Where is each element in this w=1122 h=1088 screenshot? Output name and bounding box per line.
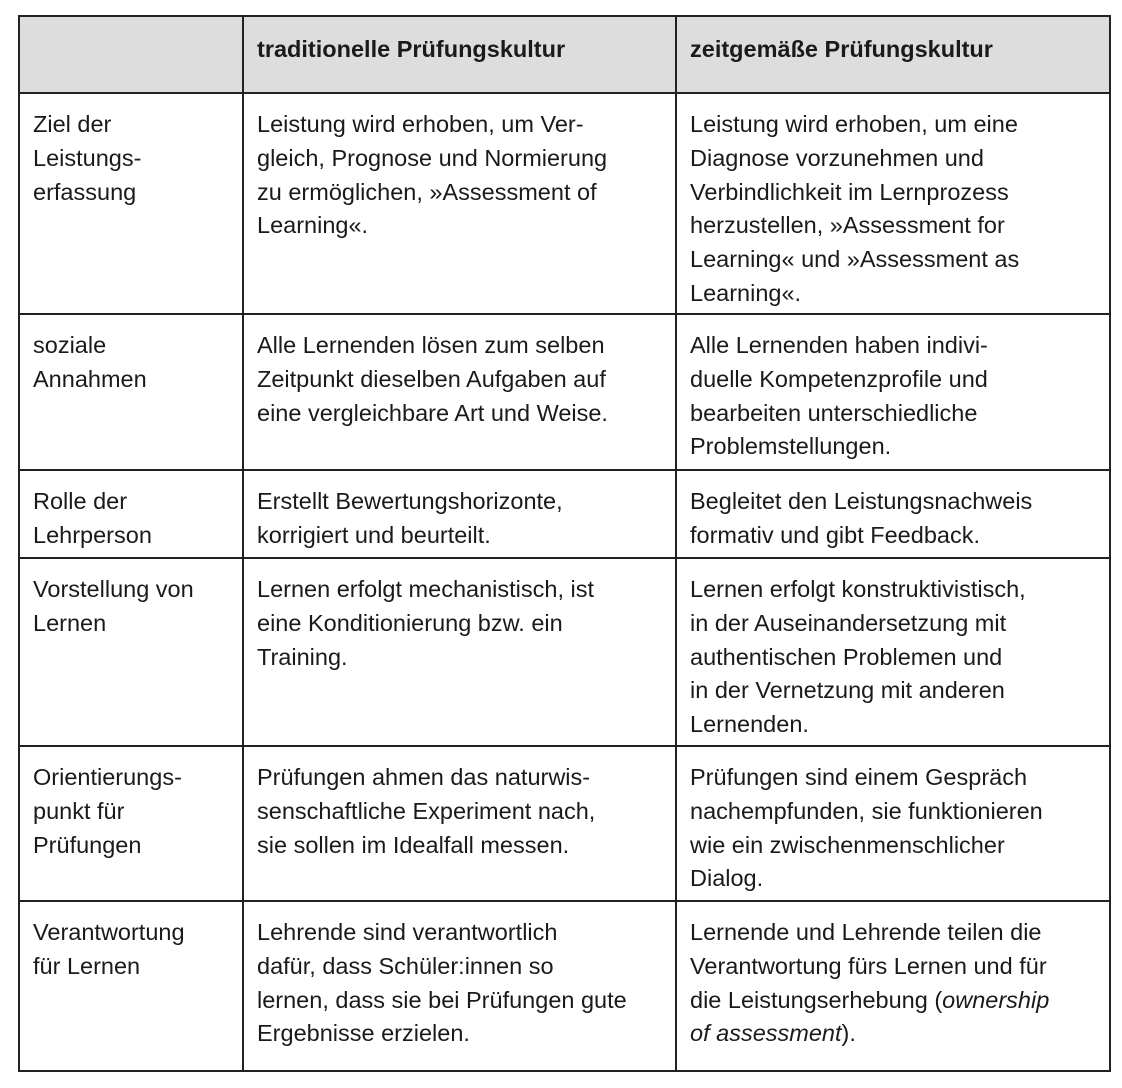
table-row — [19, 314, 1110, 470]
traditional-cell: Erstellt Bewertungshorizonte, korrigiert und beurteilt. — [243, 470, 676, 558]
traditional-cell: Lernen erfolgt mechanistisch, ist eine Konditionierung bzw. ein Training. — [243, 558, 676, 746]
table-row — [19, 93, 1110, 314]
traditional-cell: Alle Lernenden lösen zum selben Zeitpunkt dieselben Aufgaben auf eine vergleichbare Art und Weise. — [243, 314, 676, 470]
traditional-cell: Prüfungen ahmen das naturwis- senschaftliche Experiment nach, sie sollen im Idealfall messen. — [243, 746, 676, 901]
modern-italic-term: ownership of assessment — [690, 986, 1050, 1047]
modern-cell: Leistung wird erhoben, um eine Diagnose vorzunehmen und Verbindlichkeit im Lernprozess herzustellen, »Assessment for Learning« und »Assessment as Learning«. — [676, 93, 1110, 314]
traditional-cell: Leistung wird erhoben, um Ver- gleich, Prognose und Normierung zu ermöglichen, »Assessment of Learning«. — [243, 93, 676, 314]
header-row — [19, 16, 1110, 93]
comparison-table — [18, 15, 1111, 1072]
row-label: Orientierungs- punkt für Prüfungen — [19, 746, 243, 901]
modern-cell: Alle Lernenden haben indivi- duelle Kompetenzprofile und bearbeiten unterschiedliche Problemstellungen. — [676, 314, 1110, 470]
modern-cell: Lernen erfolgt konstruktivistisch, in der Auseinandersetzung mit authentischen Problemen und in der Vernetzung mit anderen Lernenden. — [676, 558, 1110, 746]
modern-cell: Begleitet den Leistungsnachweis formativ und gibt Feedback. — [676, 470, 1110, 558]
traditional-cell: Lehrende sind verantwortlich dafür, dass Schüler:innen so lernen, dass sie bei Prüfungen gute Ergebnisse erzielen. — [243, 901, 676, 1071]
modern-text: Lernende und Lehrende teilen die Verantwortung fürs Lernen und für die Leistungserhebung ( — [690, 919, 1047, 1013]
modern-text-end: ). — [841, 1020, 856, 1047]
row-label: Verantwortung für Lernen — [19, 901, 243, 1071]
row-label: Rolle der Lehrperson — [19, 470, 243, 558]
row-label: Ziel der Leistungs- erfassung — [19, 93, 243, 314]
header-traditional: traditionelle Prüfungskultur — [243, 16, 676, 93]
modern-cell: Prüfungen sind einem Gespräch nachempfunden, sie funktionieren wie ein zwischenmenschlicher Dialog. — [676, 746, 1110, 901]
header-empty — [19, 16, 243, 93]
table-row — [19, 470, 1110, 558]
row-label: soziale Annahmen — [19, 314, 243, 470]
table-row — [19, 746, 1110, 901]
header-modern: zeitgemäße Prüfungskultur — [676, 16, 1110, 93]
row-label: Vorstellung von Lernen — [19, 558, 243, 746]
modern-cell — [676, 901, 1110, 1071]
table-row — [19, 901, 1110, 1071]
table-row — [19, 558, 1110, 746]
